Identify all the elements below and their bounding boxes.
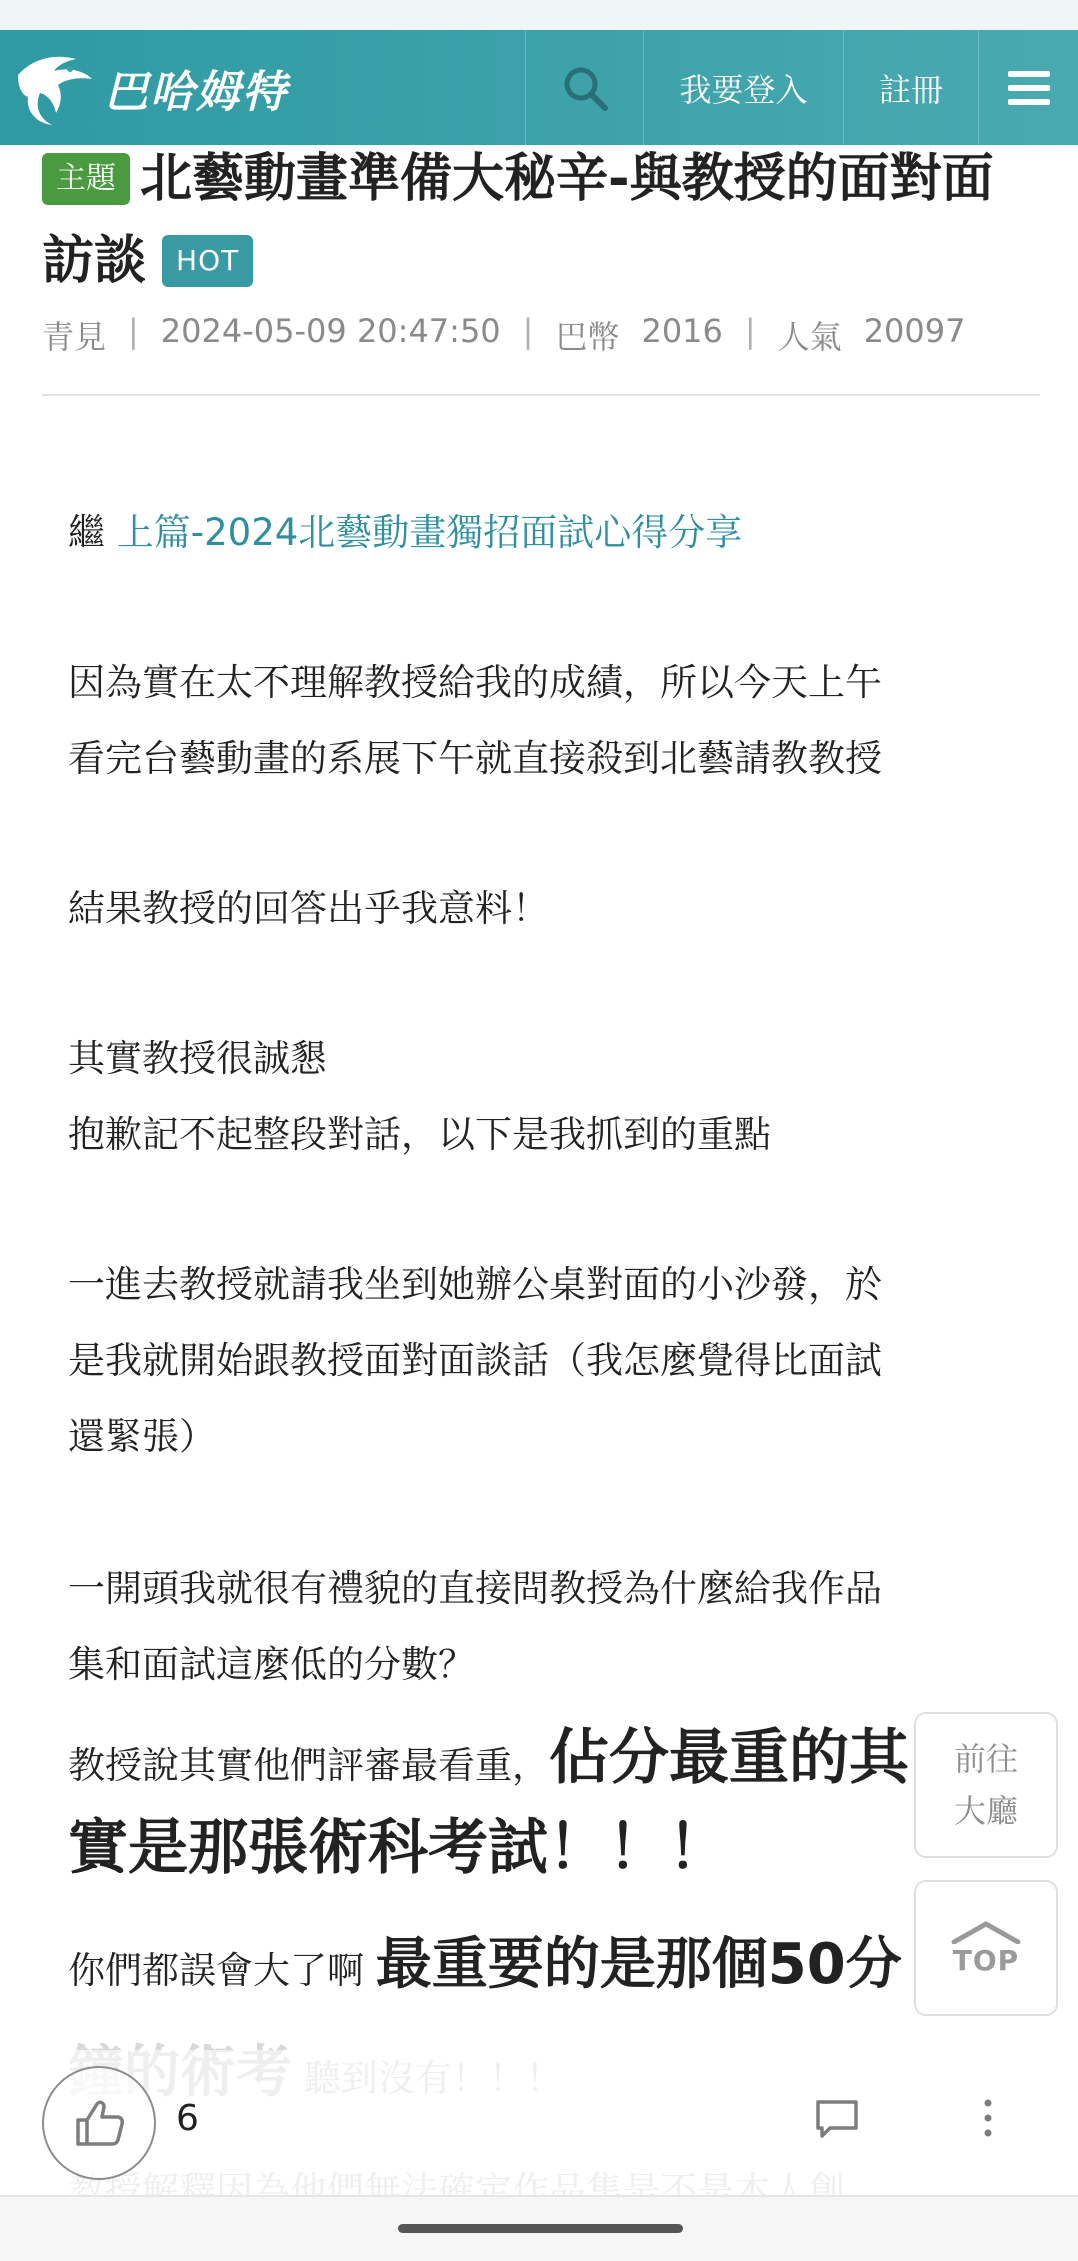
paragraph-text: 教授說其實他們評審最看重，	[68, 1744, 549, 1787]
paragraph-text: 集和面試這麼低的分數？	[68, 1643, 475, 1686]
emphasis-text: 佔分最重的其	[549, 1723, 909, 1793]
top-label: TOP	[952, 1943, 1020, 1977]
meta-separator: |	[522, 312, 534, 350]
continue-prefix: 繼	[68, 511, 105, 554]
paragraph-text: 還緊張）	[68, 1415, 216, 1458]
thumbs-up-icon	[72, 2096, 126, 2150]
coins-label: 巴幣	[555, 318, 620, 356]
paragraph-text: 一開頭我就很有禮貌的直接問教授為什麼給我作品	[68, 1567, 882, 1610]
paragraph-text: 其實教授很誠懇	[68, 1037, 327, 1080]
continue-line	[68, 502, 742, 556]
dragon-logo-icon	[12, 45, 98, 131]
brand-name: 巴哈姆特	[104, 66, 288, 118]
title-text-line1: 北藝動畫準備大秘辛-與教授的面對面	[140, 149, 994, 209]
title-text-line2: 訪談	[42, 231, 147, 291]
paragraph-text: 你們都誤會大了啊	[68, 1949, 364, 1992]
article-title	[42, 138, 1032, 302]
topic-tag[interactable]: 主題	[42, 153, 130, 205]
top-navigation-bar	[0, 30, 1078, 145]
meta-separator: |	[744, 312, 756, 350]
back-to-top-button[interactable]	[914, 1880, 1058, 2016]
emphasis-line	[68, 1710, 909, 1796]
emphasis-text: 實是那張術科考試！！！	[68, 1813, 728, 1883]
like-count: 6	[176, 2098, 199, 2139]
paragraph-text: 一進去教授就請我坐到她辦公桌對面的小沙發，於	[68, 1263, 882, 1306]
popularity-label: 人氣	[777, 318, 842, 356]
emphasis-line	[68, 1920, 902, 2000]
meta-separator: |	[128, 312, 139, 350]
go-to-lobby-button[interactable]	[914, 1712, 1058, 1858]
search-button[interactable]	[525, 30, 643, 145]
author-name[interactable]: 青見	[42, 318, 107, 356]
article-action-bar	[0, 2050, 1078, 2195]
divider	[42, 394, 1040, 396]
post-datetime: 2024-05-09 20:47:50	[160, 312, 501, 350]
hot-badge: HOT	[162, 235, 253, 287]
register-button[interactable]: 註冊	[843, 30, 978, 145]
emphasis-line	[68, 1800, 728, 1886]
paragraph-text: 結果教授的回答出乎我意料！	[68, 887, 549, 930]
more-vertical-icon[interactable]	[978, 2098, 998, 2138]
paragraph-text: 因為實在太不理解教授給我的成績，所以今天上午	[68, 661, 882, 704]
brand-logo[interactable]	[0, 30, 525, 145]
chevron-up-icon	[950, 1920, 1022, 1944]
coins-value: 2016	[641, 312, 723, 350]
article-meta	[42, 312, 965, 358]
search-icon	[561, 64, 609, 112]
status-bar	[0, 0, 1078, 30]
hamburger-menu-icon	[1008, 71, 1050, 105]
menu-button[interactable]	[978, 30, 1078, 145]
previous-post-link[interactable]: 上篇-2024北藝動畫獨招面試心得分享	[116, 511, 743, 554]
emphasis-text: 最重要的是那個50分	[375, 1932, 902, 1997]
paragraph-text: 是我就開始跟教授面對面談話（我怎麼覺得比面試	[68, 1339, 882, 1382]
login-button[interactable]: 我要登入	[643, 30, 843, 145]
popularity-value: 20097	[863, 312, 966, 350]
lobby-label-line1: 前往	[953, 1740, 1018, 1778]
comment-icon[interactable]	[814, 2098, 860, 2140]
lobby-label-line2: 大廳	[953, 1792, 1018, 1830]
paragraph-text: 抱歉記不起整段對話，以下是我抓到的重點	[68, 1113, 771, 1156]
like-button[interactable]	[42, 2066, 156, 2180]
paragraph-text: 看完台藝動畫的系展下午就直接殺到北藝請教教授	[68, 737, 882, 780]
home-indicator[interactable]	[398, 2224, 683, 2233]
